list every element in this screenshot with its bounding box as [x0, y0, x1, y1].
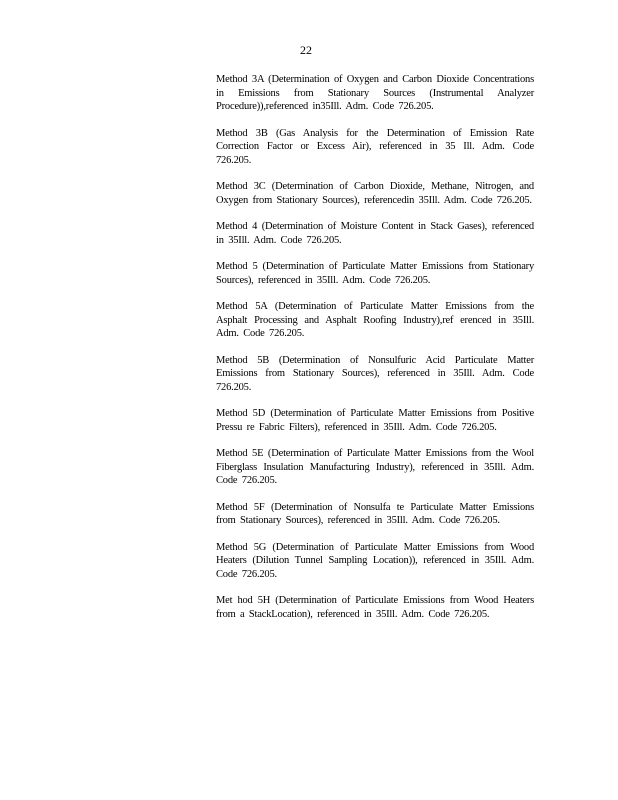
- method-5h-entry: Met hod 5H (Determination of Particulate Emissions from Wood Heaters from a StackLocation), referenced in 35Ill. Adm. Code 726.205.: [216, 595, 534, 620]
- method-5e-entry: Method 5E (Determination of Particulate Matter Emissions from the Wool Fiberglass Insulation Manufacturing Industry), referenced in 35Ill. Adm. Code 726.205.: [216, 448, 534, 486]
- method-5-entry: Method 5 (Determination of Particulate Matter Emissions from Stationary Sources), referenced in 35Ill. Adm. Code 726.205.: [216, 261, 534, 286]
- method-5d-entry: Method 5D (Determination of Particulate Matter Emissions from Positive Pressu re Fabric Filters), referenced in 35Ill. Adm. Code 726.205.: [216, 408, 534, 433]
- method-list: [216, 73, 534, 634]
- method-5f-entry: Method 5F (Determination of Nonsulfa te Particulate Matter Emissions from Stationary Sources), referenced in 35Ill. Adm. Code 726.205.: [216, 501, 534, 526]
- method-5g-entry: Method 5G (Determination of Particulate Matter Emissions from Wood Heaters (Dilution Tunnel Sampling Location)), referenced in 35Ill. Adm. Code 726.205.: [216, 541, 534, 580]
- method-5b-entry: Method 5B (Determination of Nonsulfuric Acid Particulate Matter Emissions from Stationary Sources), referenced in 35Ill. Adm. Code 726.205.: [216, 354, 534, 393]
- page-number: 22: [300, 43, 312, 57]
- method-3a-entry: Method 3A (Determination of Oxygen and Carbon Dioxide Concentrations in Emissions from Stationary Sources (Instrumental Analyzer Procedure)),referenced in35Ill. Adm. Code 726.205.: [216, 74, 534, 112]
- method-4-entry: Method 4 (Determination of Moisture Content in Stack Gases), referenced in 35Ill. Adm. Code 726.205.: [216, 221, 534, 246]
- method-3c-entry: Method 3C (Determination of Carbon Dioxide, Methane, Nitrogen, and Oxygen from Stationary Sources), referencedin 35Ill. Adm. Code 726.205.: [216, 181, 534, 206]
- method-5a-entry: Method 5A (Determination of Particulate Matter Emissions from the Asphalt Processing and Asphalt Roofing Industry),ref erenced in 35Ill. Adm. Code 726.205.: [216, 301, 534, 339]
- method-3b-entry: Method 3B (Gas Analysis for the Determination of Emission Rate Correction Factor or Excess Air), referenced in 35 Ill. Adm. Code 726.205.: [216, 127, 534, 166]
